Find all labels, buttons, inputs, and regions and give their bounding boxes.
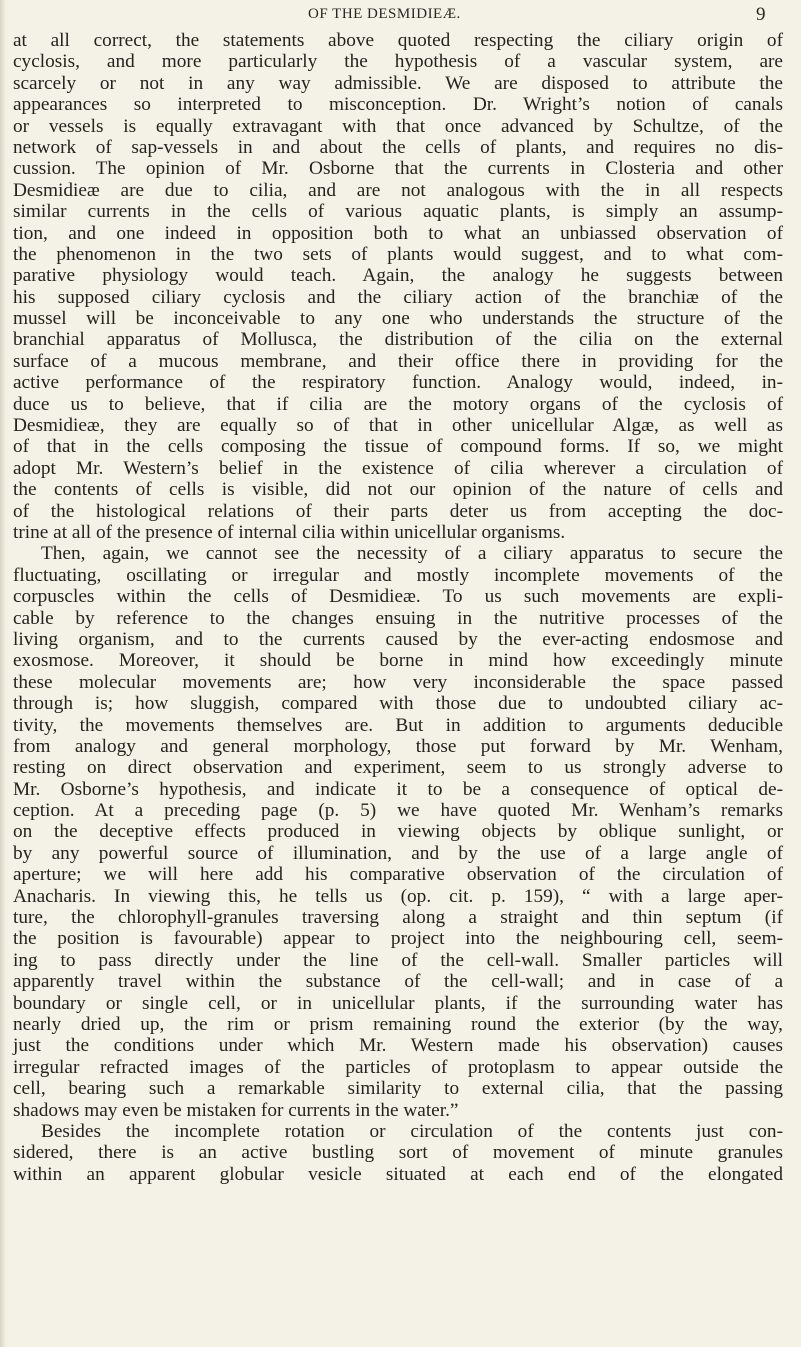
text-line: at all correct, the statements above quoted respecting the ciliary origin of xyxy=(13,30,783,51)
text-line: by any powerful source of illumination, and by the use of a large angle of xyxy=(13,842,783,864)
running-title: OF THE DESMIDIEÆ. xyxy=(308,6,461,22)
page-gutter-shadow xyxy=(0,0,6,1347)
text-line: within an apparent globular vesicle situated at each end of the elongated xyxy=(13,1163,783,1185)
text-line: cussion. The opinion of Mr. Osborne that the currents in Closteria and other xyxy=(13,158,783,180)
text-line: on the deceptive effects produced in viewing objects by oblique sunlight, or xyxy=(13,821,783,843)
text-line: adopt Mr. Western’s belief in the existence of cilia wherever a circulation of xyxy=(13,457,783,479)
running-head xyxy=(0,4,801,28)
text-line: surface of a mucous membrane, and their office there in providing for the xyxy=(13,350,783,372)
text-line: the position is favourable) appear to project into the neighbouring cell, seem- xyxy=(13,928,783,950)
text-line: Desmidieæ are due to cilia, and are not analogous with the in all respects xyxy=(13,179,783,201)
text-line: or vessels is equally extravagant with that once advanced by Schultze, of the xyxy=(13,115,783,137)
text-line: active performance of the respiratory function. Analogy would, indeed, in- xyxy=(13,372,783,394)
text-line: aperture; we will here add his comparative observation of the circulation of xyxy=(13,864,783,886)
text-line: cyclosis, and more particularly the hypothesis of a vascular system, are xyxy=(13,51,783,73)
page-number: 9 xyxy=(756,4,766,25)
text-line: Besides the incomplete rotation or circulation of the contents just con- xyxy=(41,1120,783,1142)
text-line: of that in the cells composing the tissue of compound forms. If so, we might xyxy=(13,436,783,458)
text-line: sidered, there is an active bustling sort of movement of minute granules xyxy=(13,1142,783,1164)
text-line: cell, bearing such a remarkable similarity to external cilia, that the passing xyxy=(13,1078,783,1100)
text-line: parative physiology would teach. Again, the analogy he suggests between xyxy=(13,265,783,287)
text-line: living organism, and to the currents caused by the ever-acting endosmose and xyxy=(13,628,783,650)
text-line: resting on direct observation and experiment, seem to us strongly adverse to xyxy=(13,757,783,779)
text-line: similar currents in the cells of various aquatic plants, is simply an assump- xyxy=(13,201,783,223)
text-line: ture, the chlorophyll-granules traversing along a straight and thin septum (if xyxy=(13,907,783,929)
text-line: tion, and one indeed in opposition both to what an unbiassed observation of xyxy=(13,222,783,244)
text-line: nearly dried up, the rim or prism remaining round the exterior (by the way, xyxy=(13,1013,783,1035)
text-line: appearances so interpreted to misconception. Dr. Wright’s notion of canals xyxy=(13,94,783,116)
text-line: fluctuating, oscillating or irregular and mostly incomplete movements of the xyxy=(13,564,783,586)
text-line: of the histological relations of their parts deter us from accepting the doc- xyxy=(13,500,783,522)
text-line: ing to pass directly under the line of the cell-wall. Smaller particles will xyxy=(13,949,783,971)
text-line: corpuscles within the cells of Desmidieæ. To us such movements are expli- xyxy=(13,586,783,608)
text-line: ception. At a preceding page (p. 5) we have quoted Mr. Wenham’s remarks xyxy=(13,800,783,822)
text-line: network of sap-vessels in and about the cells of plants, and requires no dis- xyxy=(13,136,783,158)
text-line: trine at all of the presence of internal cilia within unicellular organisms. xyxy=(13,521,566,543)
text-line: scarcely or not in any way admissible. We are disposed to attribute the xyxy=(13,72,783,94)
text-line: tivity, the movements themselves are. But in addition to arguments deducible xyxy=(13,714,783,736)
text-line: just the conditions under which Mr. Western made his observation) causes xyxy=(13,1035,783,1057)
text-line: shadows may even be mistaken for currents in the water.” xyxy=(13,1099,459,1121)
text-line: cable by reference to the changes ensuing in the nutritive processes of the xyxy=(13,607,783,629)
text-line: duce us to believe, that if cilia are the motory organs of the cyclosis of xyxy=(13,393,783,415)
text-line: Then, again, we cannot see the necessity of a ciliary apparatus to secure the xyxy=(41,543,783,565)
text-line: exosmose. Moreover, it should be borne in mind how exceedingly minute xyxy=(13,650,783,672)
text-line: his supposed ciliary cyclosis and the ciliary action of the branchiæ of the xyxy=(13,286,783,308)
text-line: these molecular movements are; how very inconsiderable the space passed xyxy=(13,671,783,693)
text-line: mussel will be inconceivable to any one who understands the structure of the xyxy=(13,308,783,330)
text-line: apparently travel within the substance of the cell-wall; and in case of a xyxy=(13,971,783,993)
text-line: boundary or single cell, or in unicellular plants, if the surrounding water has xyxy=(13,992,783,1014)
text-line: through is; how sluggish, compared with those due to undoubted ciliary ac- xyxy=(13,693,783,715)
body-text xyxy=(13,30,783,1185)
text-line: Anacharis. In viewing this, he tells us (op. cit. p. 159), “ with a large aper- xyxy=(13,885,783,907)
text-line: Mr. Osborne’s hypothesis, and indicate it to be a consequence of optical de- xyxy=(13,778,783,800)
text-line: branchial apparatus of Mollusca, the distribution of the cilia on the external xyxy=(13,329,783,351)
text-line: Desmidieæ, they are equally so of that in other unicellular Algæ, as well as xyxy=(13,415,783,437)
text-line: the phenomenon in the two sets of plants would suggest, and to what com- xyxy=(13,243,783,265)
text-line: irregular refracted images of the particles of protoplasm to appear outside the xyxy=(13,1056,783,1078)
text-line: from analogy and general morphology, those put forward by Mr. Wenham, xyxy=(13,735,783,757)
text-line: the contents of cells is visible, did not our opinion of the nature of cells and xyxy=(13,479,783,501)
